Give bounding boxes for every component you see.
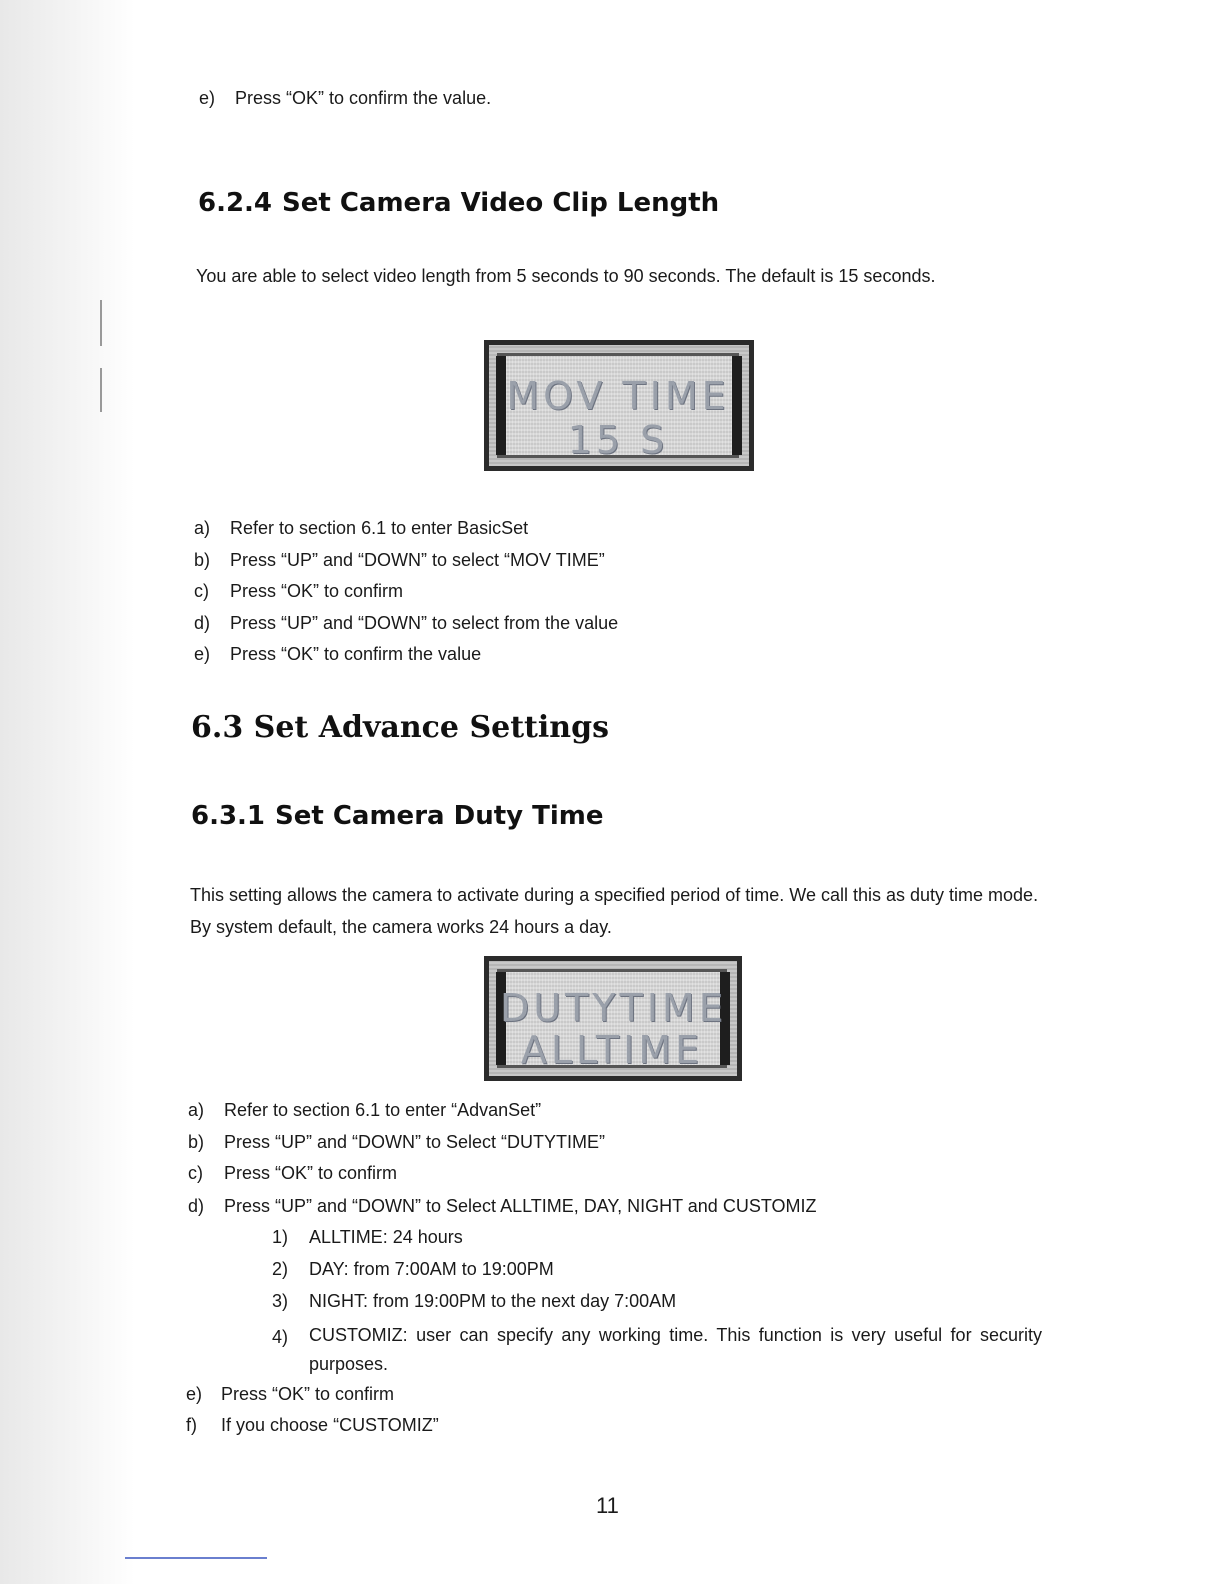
page-number: 11	[596, 1493, 619, 1518]
step-text: Press “UP” and “DOWN” to select from the value	[230, 613, 619, 633]
option-marker: 2)	[272, 1259, 289, 1279]
step-text: If you choose “CUSTOMIZ”	[221, 1415, 439, 1435]
step-text: Refer to section 6.1 to enter BasicSet	[230, 518, 529, 538]
step-text: Press “UP” and “DOWN” to Select ALLTIME, DAY, NIGHT and CUSTOMIZ	[224, 1196, 817, 1216]
section-number: 6.2.4	[198, 188, 273, 218]
section-title: Set Advance Settings	[253, 710, 609, 745]
section-title: Set Camera Video Clip Length	[282, 188, 720, 218]
lcd-line-1: DUTYTIME	[500, 986, 727, 1030]
scan-edge-shadow	[0, 0, 135, 1584]
step-text: Press “OK” to confirm	[230, 581, 404, 601]
step-marker: b)	[188, 1132, 205, 1152]
step-text: Press “UP” and “DOWN” to select “MOV TIME”	[230, 550, 605, 570]
section-heading-6-3	[191, 710, 609, 745]
option-marker: 4)	[272, 1327, 289, 1347]
scan-mark	[100, 368, 102, 412]
option-text: CUSTOMIZ: user can specify any working time. This function is very useful for security purposes.	[309, 1325, 1042, 1374]
option-marker: 1)	[272, 1227, 289, 1247]
step-marker: c)	[188, 1163, 203, 1183]
section-heading-6-2-4	[198, 188, 719, 218]
section-title: Set Camera Duty Time	[275, 801, 604, 831]
lcd-line-1: MOV TIME	[506, 374, 730, 418]
section-intro: You are able to select video length from 5 seconds to 90 seconds. The default is 15 seconds.	[196, 266, 936, 286]
step-marker: e)	[194, 644, 211, 664]
lcd-display-area	[497, 969, 727, 1072]
step-text: Press “UP” and “DOWN” to Select “DUTYTIME”	[224, 1132, 606, 1152]
step-text: Refer to section 6.1 to enter “AdvanSet”	[224, 1100, 542, 1120]
step-marker: d)	[194, 613, 211, 633]
step-marker: f)	[186, 1415, 197, 1435]
lcd-screen-duty-time	[484, 956, 742, 1081]
step-text: Press “OK” to confirm	[224, 1163, 398, 1183]
step-marker: e)	[199, 88, 216, 108]
lcd-display-area	[497, 353, 739, 462]
option-text: DAY: from 7:00AM to 19:00PM	[309, 1259, 554, 1279]
step-marker: e)	[186, 1384, 203, 1404]
step-marker: b)	[194, 550, 211, 570]
option-text: ALLTIME: 24 hours	[309, 1227, 463, 1247]
step-text: Press “OK” to confirm the value	[230, 644, 482, 664]
step-marker: c)	[194, 581, 209, 601]
section-number: 6.3	[191, 710, 244, 745]
option-marker: 3)	[272, 1291, 289, 1311]
lcd-screen-mov-time	[484, 340, 754, 471]
section-number: 6.3.1	[191, 801, 266, 831]
step-marker: a)	[188, 1100, 205, 1120]
section-heading-6-3-1	[191, 801, 604, 831]
lcd-line-2: 15 S	[567, 418, 669, 462]
option-text: NIGHT: from 19:00PM to the next day 7:00AM	[309, 1291, 677, 1311]
scan-mark	[100, 300, 102, 346]
step-text: Press “OK” to confirm the value.	[235, 88, 492, 108]
lcd-line-2: ALLTIME	[520, 1028, 704, 1072]
option-item	[272, 1321, 1042, 1379]
step-marker: a)	[194, 518, 211, 538]
bottom-rule	[125, 1557, 267, 1559]
step-text: Press “OK” to confirm	[221, 1384, 395, 1404]
step-marker: d)	[188, 1196, 205, 1216]
section-intro: This setting allows the camera to activate during a specified period of time. We call this as duty time mode. By system default, the camera works 24 hours a day.	[190, 885, 1039, 937]
